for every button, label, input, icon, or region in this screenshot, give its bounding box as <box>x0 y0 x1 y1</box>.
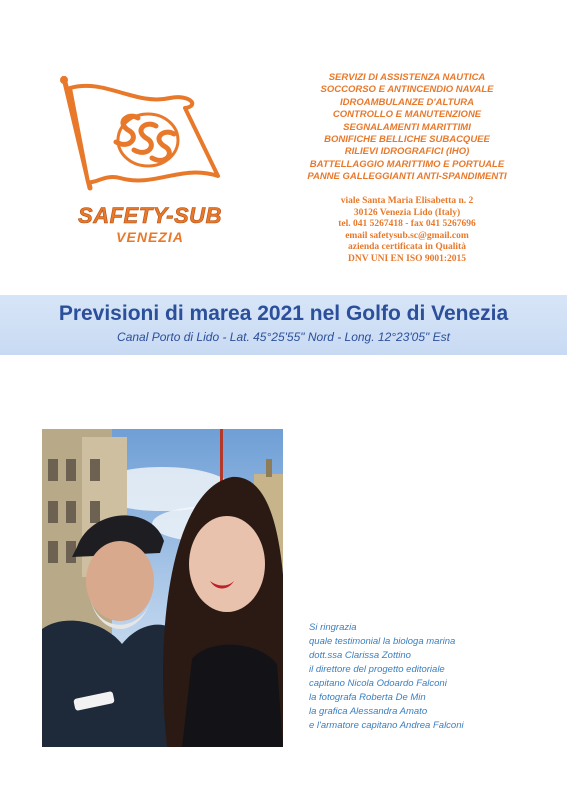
flag-icon <box>60 76 240 206</box>
service-item: SERVIZI DI ASSISTENZA NAUTICA <box>328 72 486 83</box>
brand-name: SAFETY-SUB <box>78 203 222 228</box>
testimonial-photo <box>42 429 283 747</box>
service-item: IDROAMBULANZE D'ALTURA <box>339 96 474 108</box>
title-banner <box>0 295 567 355</box>
service-item: SEGNALAMENTI MARITTIMI <box>343 121 471 133</box>
credit-line: quale testimonial la biologa marina <box>309 636 456 647</box>
brand-city: VENEZIA <box>116 229 184 245</box>
service-item: CONTROLLO E MANUTENZIONE <box>332 109 482 121</box>
page-subtitle: Canal Porto di Lido - Lat. 45°25'55" Nord - Long. 12°23'05" Est <box>117 330 450 344</box>
credit-line: capitano Nicola Odoardo Falconi <box>309 678 447 689</box>
credit-line: dott.ssa Clarissa Zottino <box>309 650 411 661</box>
address-city: 30126 Venezia Lido (Italy) <box>353 207 461 218</box>
page-title: Previsioni di marea 2021 nel Golfo di Venezia <box>58 302 509 325</box>
certification-line: azienda certificata in Qualità <box>348 242 466 253</box>
contact-block <box>282 196 532 266</box>
service-item: PANNE GALLEGGIANTI ANTI-SPANDIMENTI <box>307 171 507 183</box>
service-item: BONIFICHE BELLICHE SUBACQUEE <box>324 134 490 146</box>
email-address: email safetysub.sc@gmail.com <box>345 230 469 241</box>
credit-line: la fotografa Roberta De Min <box>309 692 426 703</box>
service-item: BATTELLAGGIO MARITTIMO E PORTUALE <box>309 158 505 170</box>
credit-line: e l'armatore capitano Andrea Falconi <box>309 720 464 731</box>
service-item: SOCCORSO E ANTINCENDIO NAVALE <box>320 84 494 96</box>
credit-line: la grafica Alessandra Amato <box>309 706 428 717</box>
services-list <box>282 72 532 184</box>
phone-fax: tel. 041 5267418 - fax 041 5267696 <box>338 219 476 230</box>
company-logo <box>60 76 240 251</box>
acknowledgements <box>309 621 549 733</box>
service-item: RILIEVI IDROGRAFICI (IHO) <box>344 146 470 158</box>
address-street: viale Santa Maria Elisabetta n. 2 <box>340 196 474 206</box>
credit-line: Si ringrazia <box>309 622 357 633</box>
certification-standard: DNV UNI EN ISO 9001:2015 <box>347 253 467 264</box>
credit-line: il direttore del progetto editoriale <box>309 664 445 675</box>
